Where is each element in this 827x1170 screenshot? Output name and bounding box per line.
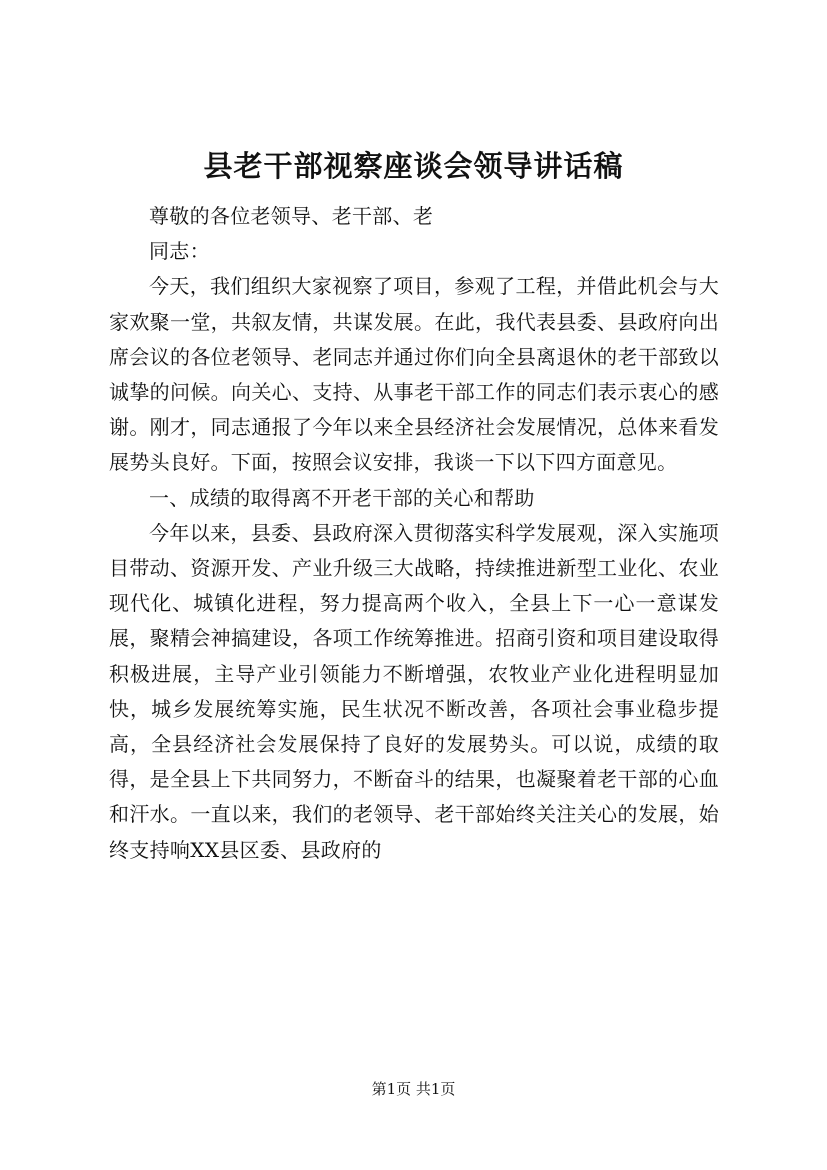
- document-body: [109, 199, 719, 868]
- page-number: 第1页 共1页: [371, 1080, 456, 1098]
- document-title: 县老干部视察座谈会领导讲话稿: [203, 149, 624, 183]
- salutation-line-1: 尊敬的各位老领导、老干部、老: [149, 204, 434, 228]
- salutation-line-2: 同志：: [149, 239, 210, 264]
- paragraph-1: 今天，我们组织大家视察了项目，参观了工程，并借此机会与大家欢聚一堂，共叙友情，共谋发展。在此，我代表县委、县政府向出席会议的各位老领导、老同志并通过你们向全县离退休的老干部致以诚挚的问候。向关心、支持、从事老干部工作的同志们表示衷心的感谢。刚才，同志通报了今年以来全县经济社会发展情况，总体来看发展势头良好。下面，按照会议安排，我谈一下以下四方面意见。: [109, 274, 719, 475]
- section-heading-1: 一、成绩的取得离不开老干部的关心和帮助: [149, 485, 535, 510]
- paragraph-2: 今年以来，县委、县政府深入贯彻落实科学发展观，深入实施项目带动、资源开发、产业升级三大战略，持续推进新型工业化、农业现代化、城镇化进程，努力提高两个收入，全县上下一心一意谋发展，聚精会神搞建设，各项工作统筹推进。招商引资和项目建设取得积极进展，主导产业引领能力不断增强，农牧业产业化进程明显加快，城乡发展统筹实施，民生状况不断改善，各项社会事业稳步提高，全县经济社会发展保持了良好的发展势头。可以说，成绩的取得，是全县上下共同努力，不断奋斗的结果，也凝聚着老干部的心血和汗水。一直以来，我们的老领导、老干部始终关注关心的发展，始终支持响XX县区委、县政府的: [109, 520, 719, 862]
